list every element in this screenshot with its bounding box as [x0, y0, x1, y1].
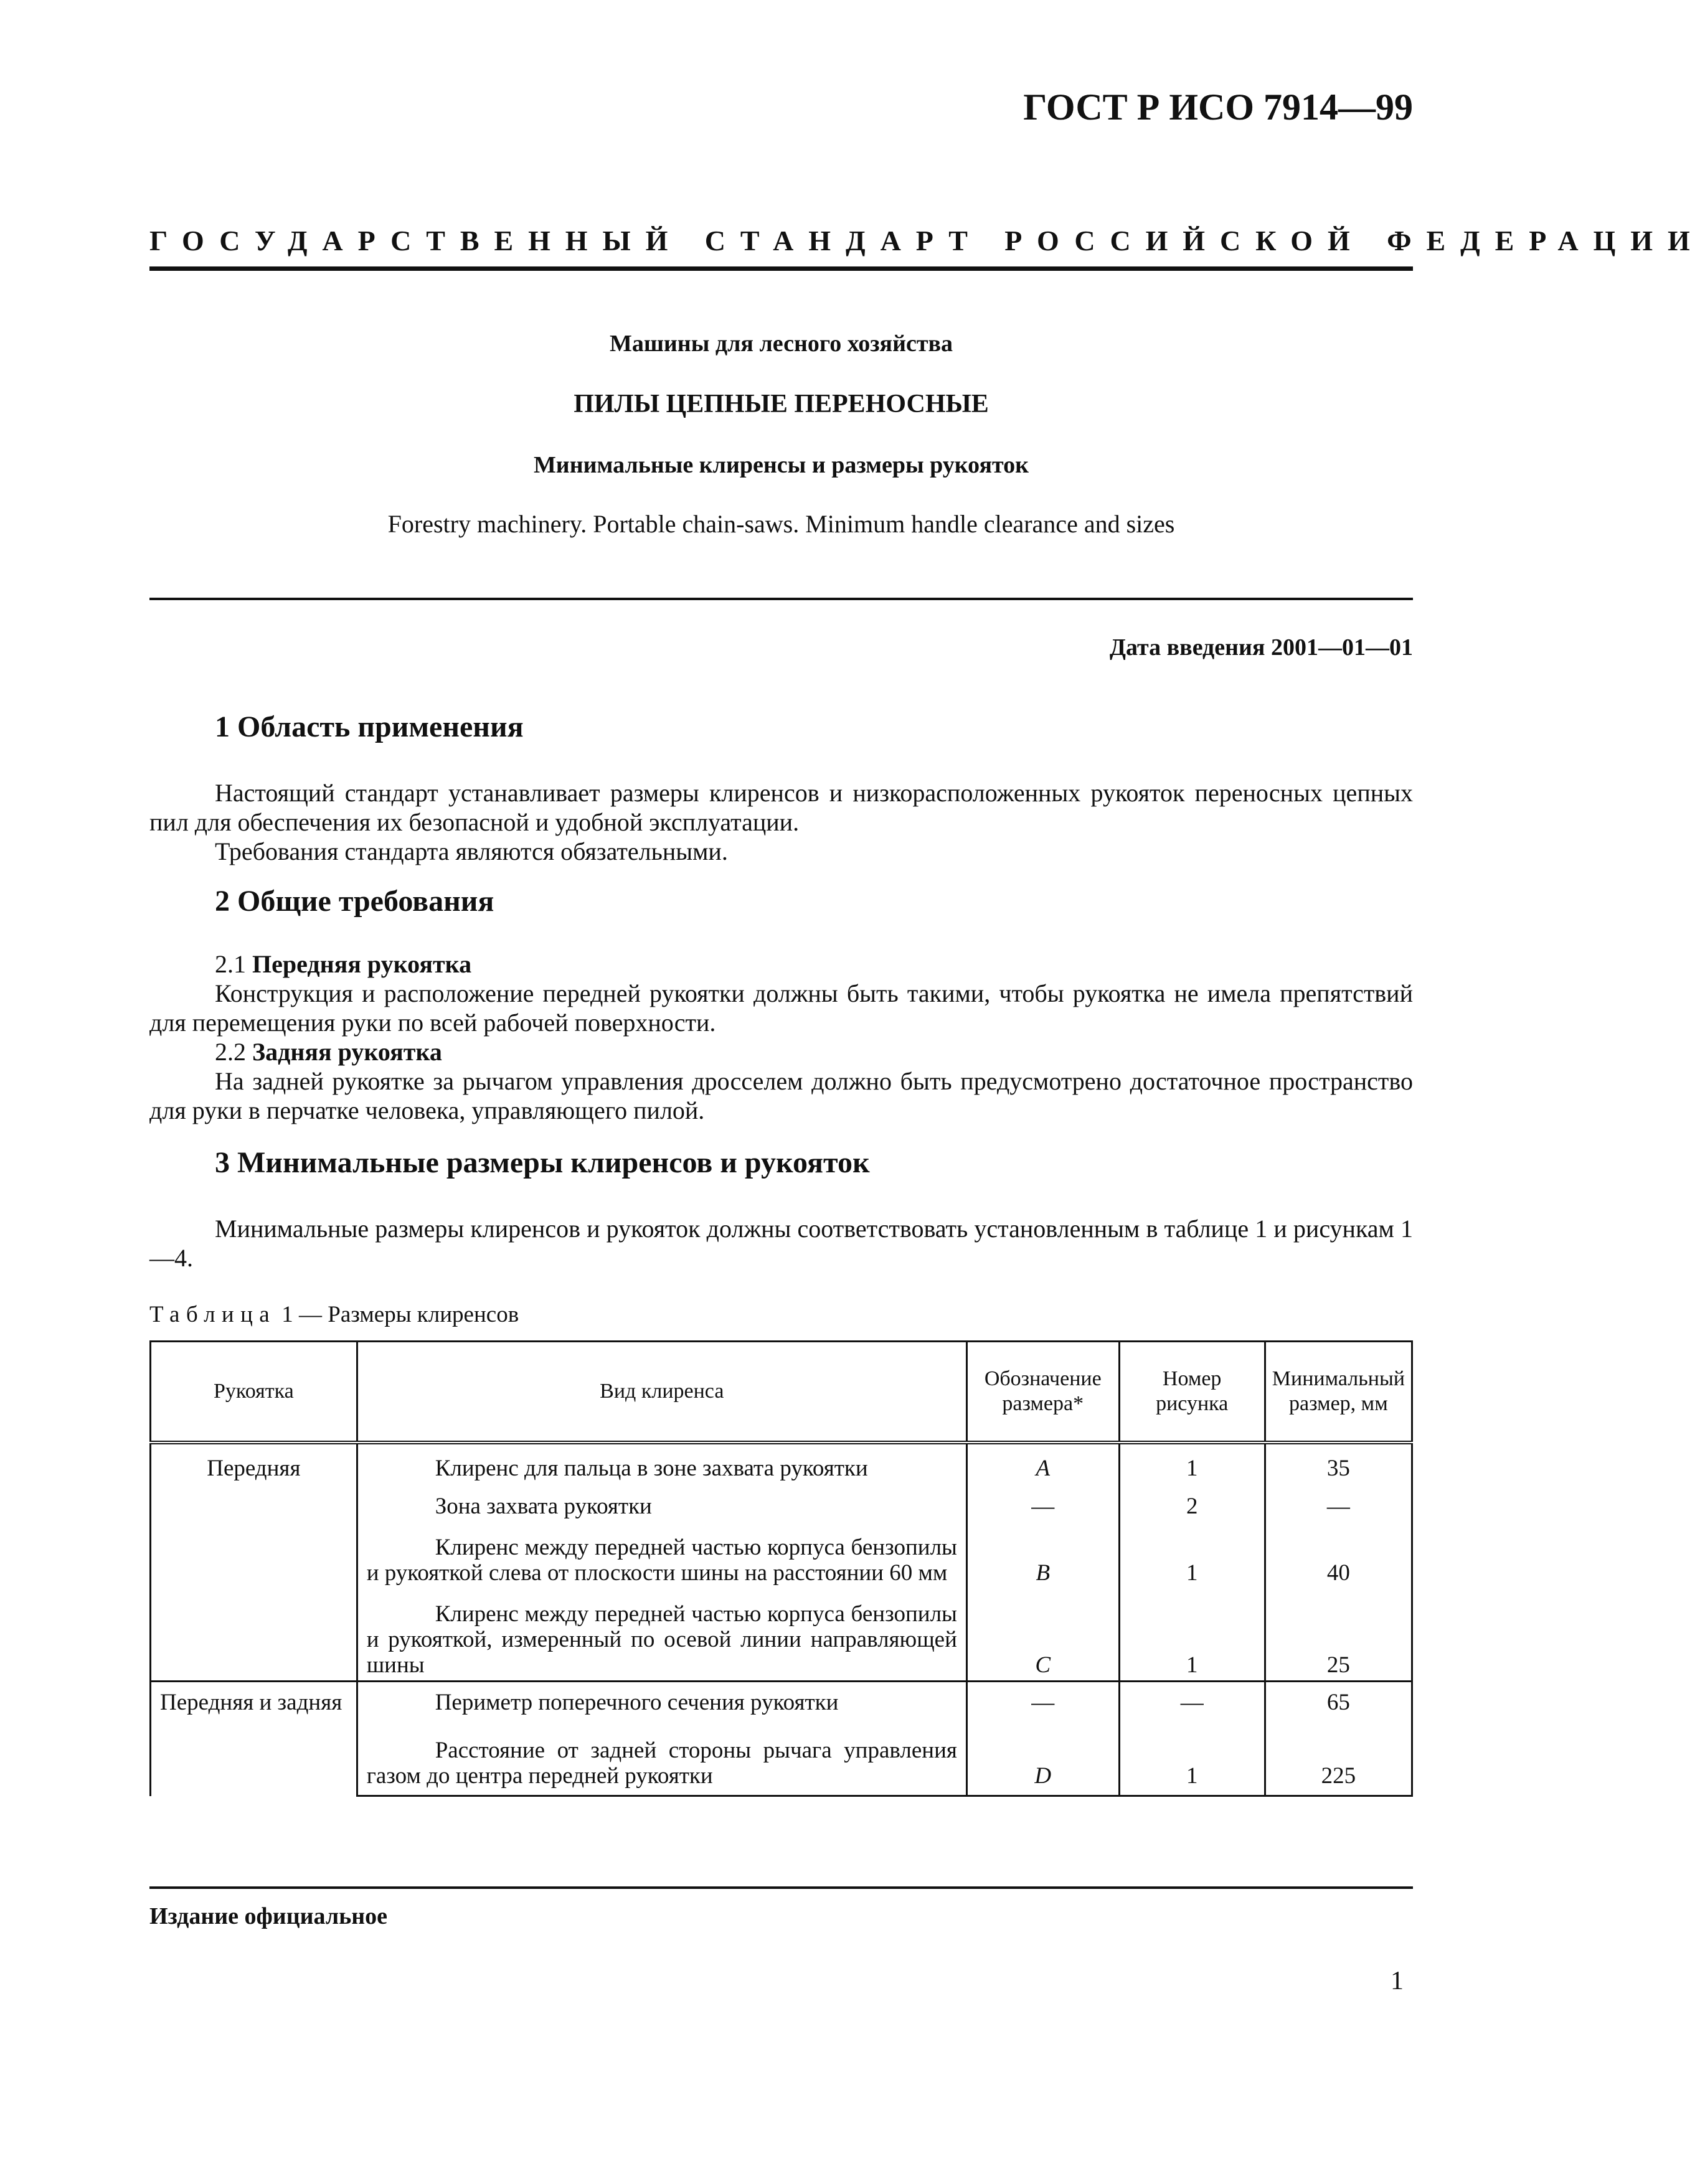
section-1-mandatory: Требования стандарта являются обязательными. — [215, 837, 728, 865]
row-designation: C — [966, 1586, 1119, 1682]
header-designation: Обозначение размера* — [966, 1342, 1119, 1443]
state-standard-title: ГОСУДАРСТВЕННЫЙ СТАНДАРТ РОССИЙСКОЙ ФЕДЕРАЦИИ — [149, 225, 1705, 257]
official-edition: Издание официальное — [149, 1903, 388, 1929]
section-3-paragraph: Минимальные размеры клиренсов и рукояток должны соответствовать установленным в таблице 1 и рисункам 1—4. — [149, 1215, 1413, 1272]
title-line-1: Машины для лесного хозяйства — [609, 331, 953, 357]
row-figure: 1 — [1119, 1519, 1265, 1586]
document-code: ГОСТ Р ИСО 7914—99 — [1023, 87, 1413, 128]
row-figure: — — [1119, 1682, 1265, 1734]
subsection-2-2-number: 2.2 — [215, 1038, 246, 1066]
row-designation: D — [966, 1734, 1119, 1796]
group-handle-front-and-rear: Передняя и задняя — [151, 1682, 357, 1796]
row-min-size: 65 — [1265, 1682, 1412, 1734]
row-min-size: 35 — [1265, 1443, 1412, 1481]
row-min-size: 25 — [1265, 1586, 1412, 1682]
row-designation: — — [966, 1481, 1119, 1519]
title-line-3: Минимальные клиренсы и размеры рукояток — [533, 452, 1029, 478]
table-caption — [149, 1301, 519, 1328]
subsection-2-1-text: Конструкция и расположение передней рукоятки должны быть такими, чтобы рукоятка не имела препятствий для перемещения руки по всей рабочей поверхности. — [149, 979, 1413, 1037]
row-figure: 1 — [1119, 1443, 1265, 1481]
row-description: Клиренс между передней частью корпуса бензопилы и рукояткой слева от плоскости шины на расстоянии 60 мм — [357, 1519, 966, 1586]
section-2-heading: 2 Общие требования — [215, 885, 494, 918]
row-description: Периметр поперечного сечения рукоятки — [357, 1682, 966, 1734]
table-header-row — [151, 1342, 1412, 1443]
row-min-size: 225 — [1265, 1734, 1412, 1796]
row-designation: B — [966, 1519, 1119, 1586]
section-1-heading: 1 Область применения — [215, 710, 524, 743]
row-description: Клиренс для пальца в зоне захвата рукоятки — [357, 1443, 966, 1481]
section-3-heading: 3 Минимальные размеры клиренсов и рукояток — [215, 1146, 870, 1179]
subsection-2-2-title — [215, 1037, 442, 1066]
row-figure: 1 — [1119, 1734, 1265, 1796]
group-handle-front: Передняя — [151, 1443, 357, 1682]
row-description: Зона захвата рукоятки — [357, 1481, 966, 1519]
subsection-2-1-number: 2.1 — [215, 950, 246, 978]
row-figure: 2 — [1119, 1481, 1265, 1519]
table-caption-text: 1 — Размеры клиренсов — [281, 1302, 519, 1327]
row-designation: — — [966, 1682, 1119, 1734]
intro-date: Дата введения 2001—01—01 — [1109, 634, 1413, 661]
footer-rule — [149, 1886, 1413, 1889]
table-row — [151, 1682, 1412, 1734]
subsection-2-2-text: На задней рукоятке за рычагом управления дросселем должно быть предусмотрено достаточное пространство для руки в перчатке человека, управляющего пилой. — [149, 1067, 1413, 1124]
title-english: Forestry machinery. Portable chain-saws. Minimum handle clearance and sizes — [387, 510, 1175, 538]
row-min-size: — — [1265, 1481, 1412, 1519]
table-caption-label: Таблица — [149, 1302, 276, 1327]
header-min-size: Минимальный размер, мм — [1265, 1342, 1412, 1443]
row-min-size: 40 — [1265, 1519, 1412, 1586]
header-figure-number: Номер рисунка — [1119, 1342, 1265, 1443]
row-designation: A — [966, 1443, 1119, 1481]
header-clearance-type: Вид клиренса — [357, 1342, 966, 1443]
section-1-paragraph: Настоящий стандарт устанавливает размеры клиренсов и низкорасположенных рукояток переносных цепных пил для обеспечения их безопасной и удобной эксплуатации. — [149, 779, 1413, 836]
subsection-2-2-name: Задняя рукоятка — [252, 1038, 442, 1066]
row-figure: 1 — [1119, 1586, 1265, 1682]
header-handle: Рукоятка — [151, 1342, 357, 1443]
clearance-table — [149, 1340, 1413, 1797]
row-description: Расстояние от задней стороны рычага управления газом до центра передней рукоятки — [357, 1734, 966, 1796]
title-rule — [149, 598, 1413, 600]
title-line-2: ПИЛЫ ЦЕПНЫЕ ПЕРЕНОСНЫЕ — [574, 390, 989, 418]
table-row — [151, 1443, 1412, 1481]
header-rule — [149, 266, 1413, 271]
subsection-2-1-name: Передняя рукоятка — [252, 950, 472, 978]
row-description: Клиренс между передней частью корпуса бензопилы и рукояткой, измеренный по осевой линии направляющей шины — [357, 1586, 966, 1682]
page-number: 1 — [1391, 1967, 1404, 1995]
subsection-2-1-title — [215, 949, 471, 979]
